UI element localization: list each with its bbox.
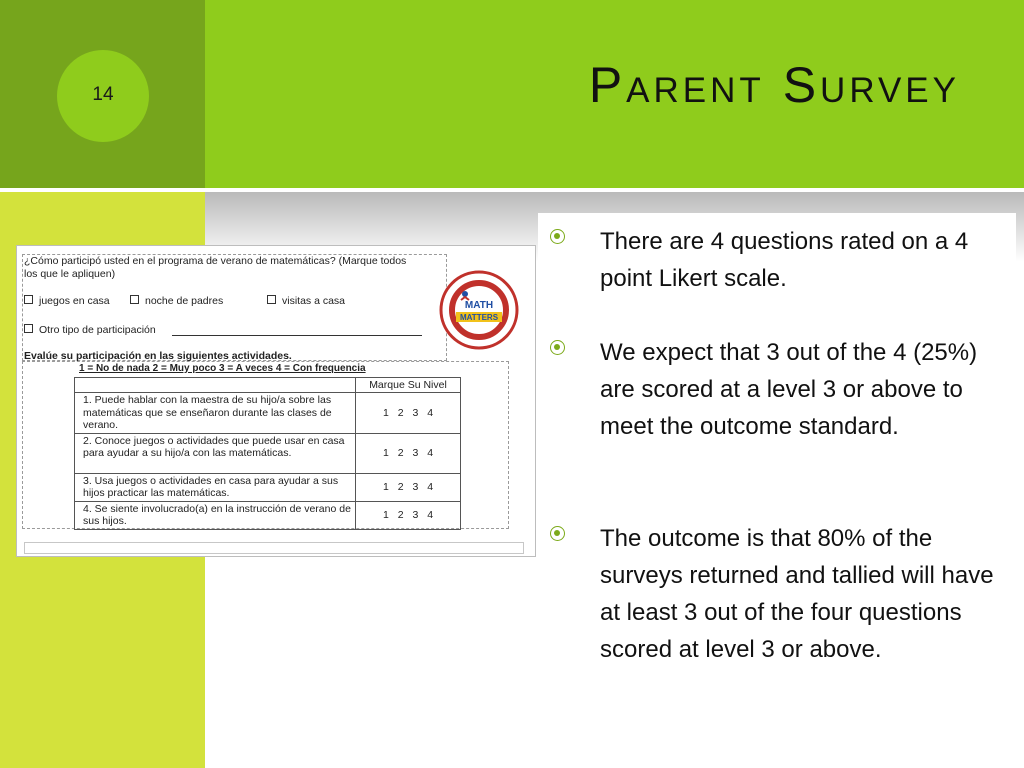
bullet-text: There are 4 questions rated on a 4 point Likert scale. bbox=[600, 228, 969, 292]
table-question-cell: 2. Conoce juegos o actividades que puede usar en casa para ayudar a su hijo/a con las matemáticas. bbox=[75, 433, 356, 473]
survey-scale-legend: 1 = No de nada 2 = Muy poco 3 = A veces 4 = Con frequencia bbox=[79, 363, 366, 374]
svg-text:MATTERS: MATTERS bbox=[459, 313, 499, 322]
bullet-text: We expect that 3 out of the 4 (25%) are scored at a level 3 or above to meet the outcome standard. bbox=[600, 339, 978, 440]
bullet-icon bbox=[550, 526, 565, 541]
survey-option-label: juegos en casa bbox=[39, 295, 110, 307]
survey-rating-table bbox=[74, 377, 461, 530]
survey-question: ¿Cómo participó usted en el programa de verano de matemáticas? (Marque todos los que le apliquen) bbox=[24, 255, 407, 280]
bullet-list bbox=[538, 213, 1016, 768]
checkbox-icon bbox=[24, 295, 33, 304]
survey-option-label: visitas a casa bbox=[282, 295, 346, 307]
survey-other-option bbox=[24, 324, 156, 336]
survey-option bbox=[267, 295, 345, 307]
bullet-text: The outcome is that 80% of the surveys returned and tallied will have at least 3 out of the four questions scored at level 3 or above. bbox=[600, 525, 994, 663]
survey-other-label: Otro tipo de participación bbox=[39, 324, 156, 336]
table-cell bbox=[75, 378, 356, 393]
table-rating-cell: 1 2 3 4 bbox=[356, 501, 461, 529]
table-header-row bbox=[75, 378, 461, 393]
survey-form-image bbox=[16, 245, 536, 557]
table-row bbox=[75, 473, 461, 501]
checkbox-icon bbox=[267, 295, 276, 304]
slide-title: Parent Survey bbox=[588, 57, 960, 113]
svg-text:MATH: MATH bbox=[464, 300, 494, 311]
survey-option bbox=[24, 295, 110, 307]
table-rating-cell: 1 2 3 4 bbox=[356, 393, 461, 434]
bullet-icon bbox=[550, 229, 565, 244]
checkbox-icon bbox=[24, 324, 33, 333]
survey-evaluate-label: Evalúe su participación en las siguientes actividades. bbox=[24, 350, 292, 362]
survey-option-label: noche de padres bbox=[145, 295, 224, 307]
page-number: 14 bbox=[92, 84, 114, 105]
table-rating-cell: 1 2 3 4 bbox=[356, 473, 461, 501]
checkbox-icon bbox=[130, 295, 139, 304]
survey-option bbox=[130, 295, 223, 307]
table-row bbox=[75, 433, 461, 473]
table-question-cell: 3. Usa juegos o actividades en casa para ayudar a sus hijos practicar las matemáticas. bbox=[75, 473, 356, 501]
table-question-cell: 4. Se siente involucrado(a) en la instrucción de verano de sus hijos. bbox=[75, 501, 356, 529]
math-matters-logo bbox=[439, 270, 519, 350]
survey-other-line bbox=[172, 335, 422, 336]
table-row bbox=[75, 501, 461, 529]
table-question-cell: 1. Puede hablar con la maestra de su hijo/a sobre las matemáticas que se enseñaron durante las clases de verano. bbox=[75, 393, 356, 434]
table-header-cell: Marque Su Nivel bbox=[356, 378, 461, 393]
bullet-icon bbox=[550, 340, 565, 355]
table-rating-cell: 1 2 3 4 bbox=[356, 433, 461, 473]
table-row bbox=[75, 393, 461, 434]
survey-bottom-field bbox=[24, 542, 524, 554]
